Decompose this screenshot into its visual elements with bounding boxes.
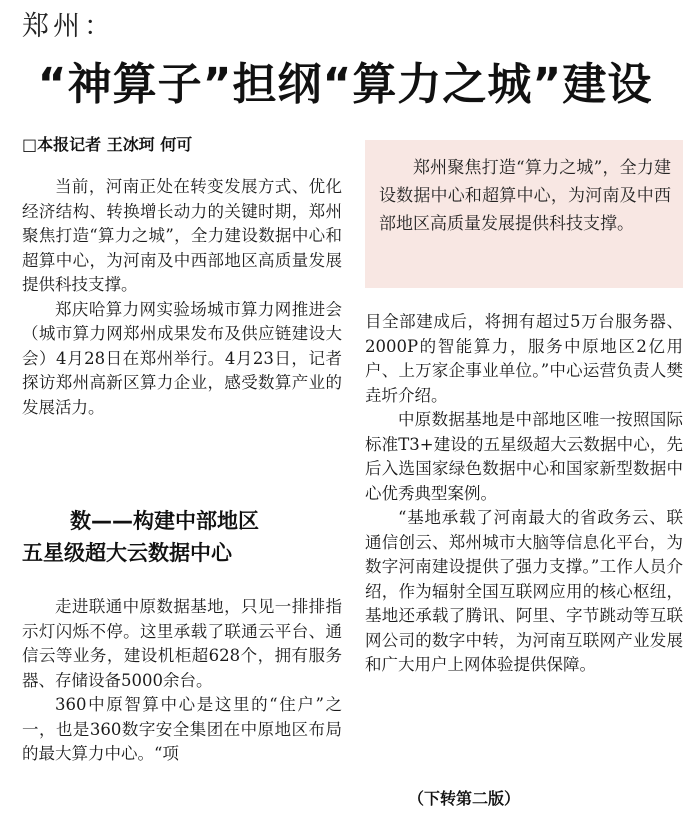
subheading-line-1: 数——构建中部地区 — [70, 509, 259, 533]
byline-authors: 本报记者 王冰珂 何可 — [37, 135, 193, 154]
article-paragraph: 郑庆哈算力网实验场城市算力网推进会（城市算力网郑州成果发布及供应链建设大会）4月28日在郑州举行。4月23日，记者探访郑州高新区算力企业，感受数算产业的发展活力。 — [22, 299, 342, 417]
article-paragraph: 走进联通中原数据基地，只见一排排指示灯闪烁不停。这里承载了联通云平台、通信云等业务，建设机柜超628个，拥有服务器、存储设备5000余台。 — [22, 597, 342, 690]
pullquote-text: 郑州聚焦打造“算力之城”，全力建设数据中心和超算中心，为河南及中西部地区高质量发展提供科技支撑。 — [379, 158, 671, 234]
article-paragraph: 360中原智算中心是这里的“住户”之一，也是360数字安全集团在中原地区布局的最大算力中心。“项 — [22, 695, 342, 763]
article-paragraph: “基地承载了河南最大的省政务云、联通信创云、郑州城市大脑等信息化平台，为数字河南建设提供了强力支撑。”工作人员介绍，作为辐射全国互联网应用的核心枢纽，基地还承载了腾讯、阿里、字节跳动等互联网公司的数字中转，为河南互联网产业发展和广大用户上网体验提供保障。 — [365, 508, 683, 674]
article-paragraph: 当前，河南正处在转变发展方式、优化经济结构、转换增长动力的关键时期，郑州聚焦打造“算力之城”，全力建设数据中心和超算中心，为河南及中西部地区高质量发展提供科技支撑。 — [22, 177, 342, 294]
article-column-left-top — [22, 175, 342, 420]
article-paragraph: 目全部建成后，将拥有超过5万台服务器、2000P的智能算力，服务中原地区2亿用户、上万家企事业单位。”中心运营负责人樊垚圻介绍。 — [365, 312, 683, 405]
byline-box-icon: □ — [22, 135, 38, 154]
headline: “神算子”担纲“算力之城”建设 — [37, 59, 653, 110]
subheading-line-2: 五星级超大云数据中心 — [22, 541, 232, 565]
section-subheading — [22, 505, 342, 569]
continued-on-page-2: （下转第二版） — [408, 789, 521, 808]
pullquote-box — [365, 140, 683, 288]
article-paragraph: 中原数据基地是中部地区唯一按照国际标准T3+建设的五星级超大云数据中心，先后入选国家绿色数据中心和国家新型数据中心优秀典型案例。 — [365, 410, 683, 503]
kicker-location: 郑州： — [22, 11, 115, 42]
byline — [22, 132, 192, 155]
article-column-right — [365, 310, 683, 678]
article-column-left-bottom — [22, 595, 342, 767]
